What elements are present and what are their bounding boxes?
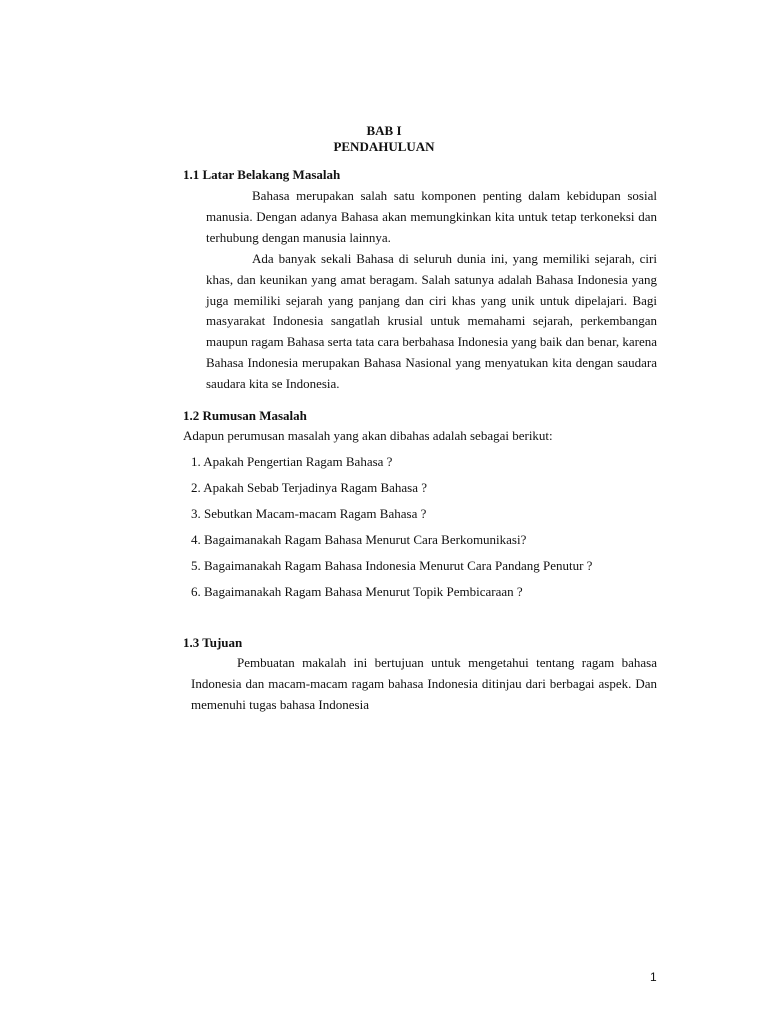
list-item: 5. Bagaimanakah Ragam Bahasa Indonesia Menurut Cara Pandang Penutur ?: [191, 558, 593, 573]
page-number: 1: [650, 970, 657, 984]
section-heading-rumusan-masalah: 1.2 Rumusan Masalah: [183, 408, 307, 423]
paragraph-latar-belakang-1: [206, 186, 657, 248]
paragraph-text: Pembuatan makalah ini bertujuan untuk mengetahui tentang ragam bahasa Indonesia dan macam-macam ragam bahasa Indonesia ditinjau dari berbagai aspek. Dan memenuhi tugas bahasa Indonesia: [191, 655, 657, 712]
chapter-title: PENDAHULUAN: [333, 139, 435, 154]
list-item: 4. Bagaimanakah Ragam Bahasa Menurut Cara Berkomunikasi?: [191, 532, 527, 547]
chapter-label: BAB I: [366, 123, 402, 138]
paragraph-latar-belakang-2: [206, 249, 657, 395]
list-item: 3. Sebutkan Macam-macam Ragam Bahasa ?: [191, 506, 427, 521]
section-heading-tujuan: 1.3 Tujuan: [183, 635, 243, 650]
problem-list: [191, 454, 592, 610]
paragraph-text: Ada banyak sekali Bahasa di seluruh dunia ini, yang memiliki sejarah, ciri khas, dan keunikan yang amat beragam. Salah satunya adalah Bahasa Indonesia yang juga memiliki sejarah yang panjang dan ciri khas yang unik untuk dipelajari. Bagi masyarakat Indonesia sangatlah krusial untuk memahami sejarah, perkembangan maupun ragam Bahasa serta tata cara berbahasa Indonesia yang baik dan benar, karena Bahasa Indonesia merupakan Bahasa Nasional yang menyatukan kita dengan saudara saudara kita se Indonesia.: [206, 251, 658, 391]
rumusan-intro: Adapun perumusan masalah yang akan dibahas adalah sebagai berikut:: [183, 428, 553, 443]
paragraph-tujuan: [191, 653, 657, 715]
paragraph-text: Bahasa merupakan salah satu komponen penting dalam kebidupan sosial manusia. Dengan adanya Bahasa akan memungkinkan kita untuk tetap terkoneksi dan terhubung dengan manusia lainnya.: [206, 188, 657, 245]
list-item: 6. Bagaimanakah Ragam Bahasa Menurut Topik Pembicaraan ?: [191, 584, 523, 599]
list-item: 2. Apakah Sebab Terjadinya Ragam Bahasa ?: [191, 480, 428, 495]
list-item: 1. Apakah Pengertian Ragam Bahasa ?: [191, 454, 393, 469]
section-heading-latar-belakang: 1.1 Latar Belakang Masalah: [183, 167, 341, 182]
